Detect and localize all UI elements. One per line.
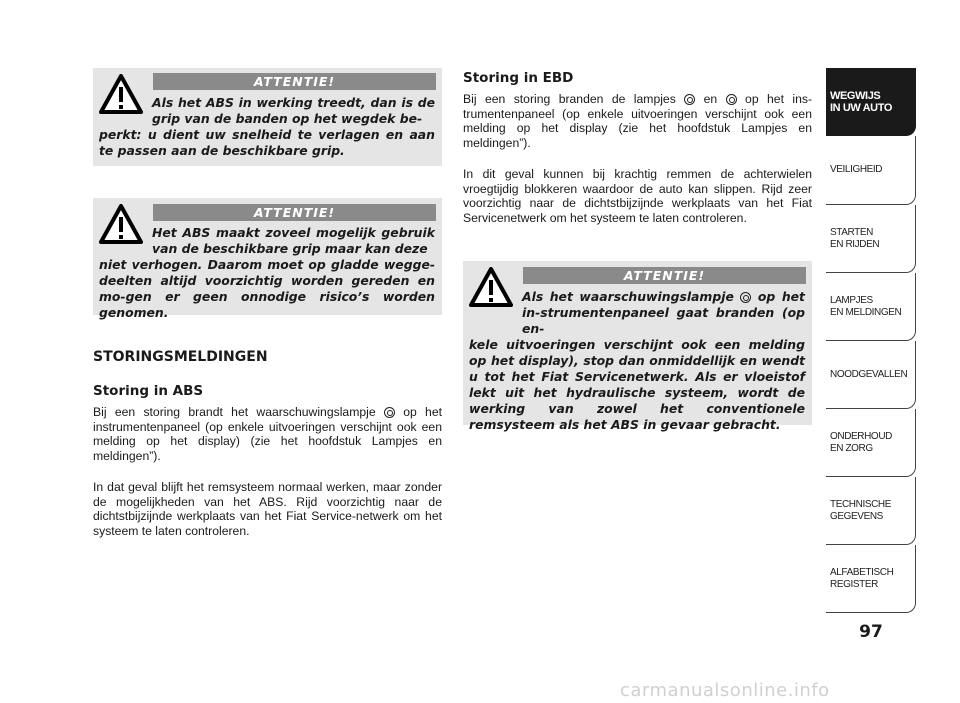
paragraph: In dat geval blijft het remsysteem normaal werken, maar zonder de mogelijkheden van het ABS. Rijd voorzichtig naar de dichtstbijzijnde werkplaats van het Fiat Service-netwerk om het systeem te laten controleren. — [93, 480, 442, 539]
warning-label: ATTENTIE! — [153, 73, 436, 90]
warning-box-1 — [93, 68, 442, 166]
subheading-ebd: Storing in EBD — [463, 70, 574, 86]
nav-tab-wegwijs[interactable]: WEGWIJS IN UW AUTO — [826, 68, 916, 136]
subheading-abs: Storing in ABS — [93, 383, 204, 399]
abs-warning-icon — [384, 407, 395, 418]
brake-warning-icon — [726, 94, 737, 105]
nav-tab-starten[interactable]: STARTEN EN RIJDEN — [826, 205, 916, 273]
warning-text: Als het waarschuwingslampje op het in-strumentenpaneel gaat branden (op en- kele uitvoeringen verschijnt ook een melding op het display), stop dan onmiddellijk en wendt u tot het Fiat Servicenetwerk. Als er vloeistof lekt uit het hydraulische systeem, wordt de werking van zowel het conventionele remsysteem als het ABS in gevaar gebracht. — [469, 289, 805, 432]
nav-tab-lampjes[interactable]: LAMPJES EN MELDINGEN — [826, 273, 916, 341]
section-heading: STORINGSMELDINGEN — [93, 349, 268, 365]
nav-tab-noodgevallen[interactable]: NOODGEVALLEN — [826, 341, 916, 409]
warning-label: ATTENTIE! — [153, 204, 436, 221]
warning-box-3 — [463, 261, 812, 432]
warning-text: Als het ABS in werking treedt, dan is de grip van de banden op het wegdek be- perkt: u dient uw snelheid te verlagen en aan te passen aan de beschikbare grip. — [99, 95, 435, 158]
abs-warning-icon — [684, 94, 695, 105]
nav-tab-alfabetisch[interactable]: ALFABETISCH REGISTER — [826, 545, 916, 613]
brake-warning-icon — [740, 292, 751, 303]
nav-tab-technische[interactable]: TECHNISCHE GEGEVENS — [826, 477, 916, 545]
warning-text: Het ABS maakt zoveel mogelijk gebruik van de beschikbare grip maar kan deze niet verhogen. Daarom moet op gladde wegge-deelten altijd voorzichtig worden gereden en mo-gen er geen onnodige risico’s worden genomen. — [99, 225, 435, 320]
warning-label: ATTENTIE! — [523, 267, 806, 284]
paragraph: In dit geval kunnen bij krachtig remmen de achterwielen vroegtijdig blokkeren waardoor de auto kan slippen. Rijd zeer voorzichtig naar de dichtstbijzijnde werkplaats van het Fiat Servicenetwerk om het systeem te laten controleren. — [463, 167, 812, 226]
paragraph: Bij een storing branden de lampjes en op het ins-trumentenpaneel (op enkele uitvoeringen verschijnt ook een melding op het display (zie het hoofdstuk Lampjes en meldingen”). — [463, 92, 813, 151]
warning-box-2 — [93, 198, 442, 320]
nav-tab-onderhoud[interactable]: ONDERHOUD EN ZORG — [826, 409, 916, 477]
nav-tab-veiligheid[interactable]: VEILIGHEID — [826, 136, 916, 205]
paragraph: Bij een storing brandt het waarschuwingslampje op het instrumentenpaneel (op enkele uitvoeringen verschijnt ook een melding op het display) (zie het hoofdstuk Lampjes en meldingen”). — [93, 405, 443, 464]
watermark: carmanualsonline.info — [620, 680, 830, 701]
page-number: 97 — [859, 622, 883, 642]
